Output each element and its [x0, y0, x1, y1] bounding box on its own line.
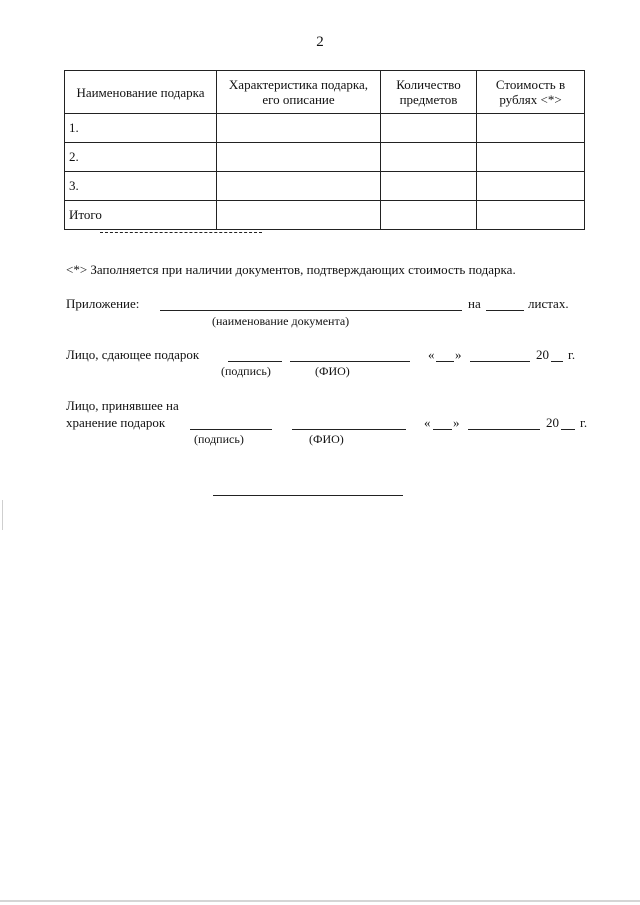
- scan-edge-artifact: [0, 900, 640, 902]
- table-cell: 2.: [65, 143, 217, 172]
- page-number: 2: [316, 34, 324, 50]
- giver-quote-open: «: [428, 347, 435, 362]
- receiver-quote-close: »: [453, 415, 460, 430]
- table-cell: 3.: [65, 172, 217, 201]
- receiver-signature-caption: (подпись): [194, 432, 244, 446]
- giver-day-line[interactable]: [436, 361, 454, 362]
- closing-separator-line: [213, 495, 403, 496]
- giver-year-prefix: 20: [536, 347, 549, 362]
- table-row: [65, 143, 585, 172]
- table-cell: [217, 201, 381, 230]
- table-cell: [381, 114, 477, 143]
- giver-year-suffix: г.: [568, 347, 576, 362]
- attachment-label: Приложение:: [66, 296, 140, 311]
- table-cell: Итого: [65, 201, 217, 230]
- header-gift-description: Характеристика подарка, его описание: [217, 71, 381, 114]
- table-row-total: [65, 201, 585, 230]
- footnote-separator: [100, 232, 262, 233]
- table-cell: [381, 201, 477, 230]
- giver-signature-line[interactable]: [228, 361, 282, 362]
- table-cell: [477, 201, 585, 230]
- table-cell: [477, 172, 585, 201]
- attachment-sheets-count-line[interactable]: [486, 310, 524, 311]
- receiver-label-line1: Лицо, принявшее на: [66, 398, 179, 413]
- receiver-year-line[interactable]: [561, 429, 575, 430]
- receiver-signature-line[interactable]: [190, 429, 272, 430]
- table-cell: [381, 143, 477, 172]
- header-quantity: Количество предметов: [381, 71, 477, 114]
- giver-signature-caption: (подпись): [221, 364, 271, 378]
- attachment-on: на: [468, 296, 481, 311]
- header-cost: Стоимость в рублях <*>: [477, 71, 585, 114]
- header-gift-name: Наименование подарка: [65, 71, 217, 114]
- table-header-row: [65, 71, 585, 114]
- receiver-year-prefix: 20: [546, 415, 559, 430]
- table-cell: [217, 143, 381, 172]
- receiver-day-line[interactable]: [433, 429, 452, 430]
- attachment-caption: (наименование документа): [212, 314, 350, 328]
- receiver-fio-line[interactable]: [292, 429, 406, 430]
- footnote: <*> Заполняется при наличии документов, подтверждающих стоимость подарка.: [66, 262, 516, 277]
- table-cell: [477, 114, 585, 143]
- attachment-sheets: листах.: [528, 296, 569, 311]
- receiver-fio-caption: (ФИО): [309, 432, 344, 446]
- receiver-month-line[interactable]: [468, 429, 540, 430]
- giver-fio-line[interactable]: [290, 361, 410, 362]
- table-cell: [381, 172, 477, 201]
- giver-fio-caption: (ФИО): [315, 364, 350, 378]
- table-cell: [217, 114, 381, 143]
- table-row: [65, 114, 585, 143]
- table-cell: 1.: [65, 114, 217, 143]
- giver-label: Лицо, сдающее подарок: [66, 347, 200, 362]
- receiver-label-line2: хранение подарок: [66, 415, 166, 430]
- table-row: [65, 172, 585, 201]
- attachment-document-line[interactable]: [160, 310, 462, 311]
- giver-quote-close: »: [455, 347, 462, 362]
- gift-table: [64, 70, 585, 230]
- giver-year-line[interactable]: [551, 361, 563, 362]
- receiver-year-suffix: г.: [580, 415, 588, 430]
- table-cell: [477, 143, 585, 172]
- giver-month-line[interactable]: [470, 361, 530, 362]
- table-cell: [217, 172, 381, 201]
- scan-edge-artifact: [2, 500, 3, 530]
- receiver-quote-open: «: [424, 415, 431, 430]
